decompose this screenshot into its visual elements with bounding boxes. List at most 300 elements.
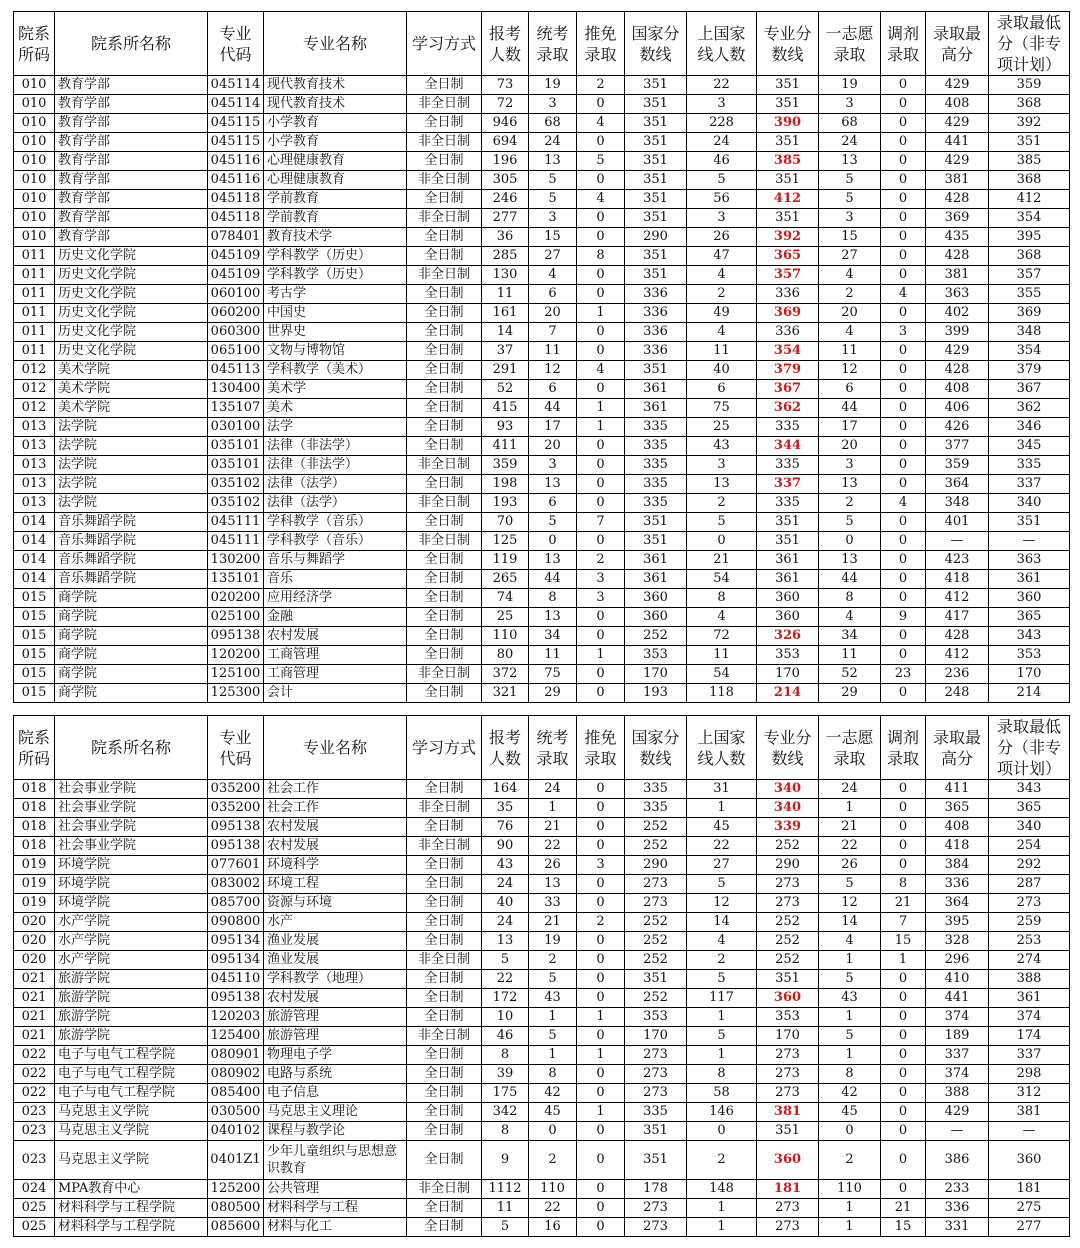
cell-max-score: 428 — [926, 627, 989, 646]
table-row — [14, 780, 1070, 799]
cell-min-score: 381 — [989, 1103, 1070, 1122]
cell-max-score: 412 — [926, 589, 989, 608]
cell-major-line: 340 — [757, 799, 819, 818]
cell-major-line: 181 — [757, 1180, 819, 1199]
cell-dept-name: 法学院 — [55, 418, 208, 437]
cell-dept-code: 020 — [14, 932, 55, 951]
header-transfer-admitted — [881, 12, 926, 76]
table-row — [14, 418, 1070, 437]
header-exempt-admitted — [577, 12, 625, 76]
cell-transfer-admitted: 0 — [881, 1065, 926, 1084]
header-text: 专业名称 — [302, 738, 367, 757]
cell-exempt-admitted: 0 — [577, 875, 625, 894]
cell-major-name: 心理健康教育 — [264, 152, 407, 171]
cell-major-line: 290 — [757, 856, 819, 875]
cell-dept-code: 010 — [14, 190, 55, 209]
cell-major-name: 法律（非法学） — [264, 437, 407, 456]
cell-max-score: — — [926, 1122, 989, 1141]
admission-table-2 — [13, 715, 1070, 1237]
cell-dept-code: 010 — [14, 76, 55, 95]
cell-major-line: 335 — [757, 494, 819, 513]
cell-min-score: 357 — [989, 266, 1070, 285]
cell-transfer-admitted: 0 — [881, 437, 926, 456]
table-row — [14, 190, 1070, 209]
cell-dept-code: 018 — [14, 799, 55, 818]
cell-min-score: 346 — [989, 418, 1070, 437]
cell-study-mode: 全日制 — [407, 1199, 482, 1218]
cell-applicants: 175 — [482, 1084, 529, 1103]
cell-study-mode: 全日制 — [407, 551, 482, 570]
cell-dept-code: 024 — [14, 1180, 55, 1199]
cell-study-mode: 非全日制 — [407, 133, 482, 152]
cell-exam-admitted: 8 — [529, 589, 577, 608]
cell-exempt-admitted: 0 — [577, 799, 625, 818]
cell-max-score: 395 — [926, 913, 989, 932]
cell-min-score: 355 — [989, 285, 1070, 304]
cell-exempt-admitted: 4 — [577, 190, 625, 209]
cell-dept-code: 012 — [14, 399, 55, 418]
cell-major-name: 学科教学（音乐） — [264, 532, 407, 551]
header-text: 项计划） — [996, 55, 1061, 74]
cell-major-line: 339 — [757, 818, 819, 837]
header-text: 专业名称 — [302, 34, 367, 53]
cell-study-mode: 全日制 — [407, 1103, 482, 1122]
cell-dept-name: 教育学部 — [55, 76, 208, 95]
cell-applicants: 74 — [482, 589, 529, 608]
cell-applicants: 14 — [482, 323, 529, 342]
cell-study-mode: 非全日制 — [407, 1180, 482, 1199]
header-text: 录取 — [584, 44, 617, 64]
cell-exempt-admitted: 0 — [577, 133, 625, 152]
cell-applicants: 24 — [482, 913, 529, 932]
table-row — [14, 1218, 1070, 1237]
cell-exempt-admitted: 0 — [577, 1199, 625, 1218]
cell-dept-code: 010 — [14, 171, 55, 190]
cell-applicants: 46 — [482, 1027, 529, 1046]
cell-first-choice-admitted: 44 — [819, 570, 881, 589]
table-row — [14, 1141, 1070, 1180]
cell-national-line: 361 — [625, 551, 687, 570]
cell-national-line: 361 — [625, 570, 687, 589]
cell-major-line: 273 — [757, 1046, 819, 1065]
cell-national-line: 351 — [625, 114, 687, 133]
cell-max-score: 381 — [926, 266, 989, 285]
cell-major-line: 390 — [757, 114, 819, 133]
header-text: 录取最 — [932, 23, 981, 43]
table-row — [14, 1008, 1070, 1027]
cell-exempt-admitted: 0 — [577, 1141, 625, 1180]
cell-first-choice-admitted: 43 — [819, 989, 881, 1008]
table-row — [14, 1103, 1070, 1122]
cell-exam-admitted: 27 — [529, 247, 577, 266]
cell-transfer-admitted: 0 — [881, 228, 926, 247]
cell-study-mode: 全日制 — [407, 342, 482, 361]
cell-min-score: 374 — [989, 1008, 1070, 1027]
cell-dept-name: 历史文化学院 — [55, 304, 208, 323]
cell-exempt-admitted: 7 — [577, 513, 625, 532]
header-text: 数线 — [771, 44, 804, 64]
cell-above-line-count: 5 — [687, 1027, 757, 1046]
cell-transfer-admitted: 0 — [881, 1103, 926, 1122]
cell-first-choice-admitted: 11 — [819, 646, 881, 665]
cell-major-line: 252 — [757, 913, 819, 932]
cell-major-code: 045114 — [208, 95, 264, 114]
cell-exam-admitted: 5 — [529, 513, 577, 532]
cell-first-choice-admitted: 1 — [819, 951, 881, 970]
cell-above-line-count: 4 — [687, 323, 757, 342]
cell-dept-name: 材料科学与工程学院 — [55, 1199, 208, 1218]
cell-first-choice-admitted: 110 — [819, 1180, 881, 1199]
table-row — [14, 532, 1070, 551]
cell-major-name: 课程与教学论 — [264, 1122, 407, 1141]
cell-max-score: 377 — [926, 437, 989, 456]
table-row — [14, 475, 1070, 494]
cell-major-name: 学科教学（历史） — [264, 266, 407, 285]
cell-exempt-admitted: 1 — [577, 1103, 625, 1122]
cell-national-line: 335 — [625, 456, 687, 475]
cell-dept-name: 美术学院 — [55, 399, 208, 418]
cell-major-line: 361 — [757, 570, 819, 589]
cell-major-name: 音乐 — [264, 570, 407, 589]
table-row — [14, 456, 1070, 475]
cell-exempt-admitted: 0 — [577, 1180, 625, 1199]
cell-major-code: 035101 — [208, 437, 264, 456]
cell-major-line: 351 — [757, 133, 819, 152]
cell-dept-name: 教育学部 — [55, 190, 208, 209]
cell-first-choice-admitted: 13 — [819, 152, 881, 171]
cell-applicants: 11 — [482, 1199, 529, 1218]
header-min-score — [989, 716, 1070, 780]
cell-exam-admitted: 11 — [529, 646, 577, 665]
cell-transfer-admitted: 0 — [881, 837, 926, 856]
cell-min-score: 340 — [989, 818, 1070, 837]
cell-dept-name: 社会事业学院 — [55, 780, 208, 799]
cell-above-line-count: 1 — [687, 1008, 757, 1027]
cell-above-line-count: 0 — [687, 1122, 757, 1141]
cell-dept-name: 音乐舞蹈学院 — [55, 513, 208, 532]
table-row — [14, 342, 1070, 361]
cell-major-name: 旅游管理 — [264, 1027, 407, 1046]
cell-above-line-count: 6 — [687, 380, 757, 399]
cell-applicants: 321 — [482, 684, 529, 703]
cell-applicants: 8 — [482, 1046, 529, 1065]
cell-above-line-count: 22 — [687, 837, 757, 856]
cell-above-line-count: 5 — [687, 875, 757, 894]
cell-major-code: 080500 — [208, 1199, 264, 1218]
header-national-line — [625, 716, 687, 780]
cell-major-code: 045111 — [208, 513, 264, 532]
cell-national-line: 335 — [625, 437, 687, 456]
cell-dept-code: 015 — [14, 665, 55, 684]
cell-exam-admitted: 19 — [529, 932, 577, 951]
cell-min-score: 337 — [989, 475, 1070, 494]
cell-major-name: 世界史 — [264, 323, 407, 342]
cell-dept-name: 教育学部 — [55, 152, 208, 171]
cell-dept-code: 010 — [14, 209, 55, 228]
cell-applicants: 193 — [482, 494, 529, 513]
cell-dept-name: 教育学部 — [55, 209, 208, 228]
cell-transfer-admitted: 15 — [881, 932, 926, 951]
cell-dept-code: 013 — [14, 494, 55, 513]
cell-transfer-admitted: 0 — [881, 1027, 926, 1046]
cell-min-score: 363 — [989, 551, 1070, 570]
cell-dept-name: 商学院 — [55, 684, 208, 703]
cell-study-mode: 全日制 — [407, 989, 482, 1008]
cell-national-line: 351 — [625, 95, 687, 114]
header-text: 录取 — [833, 44, 866, 64]
cell-applicants: 90 — [482, 837, 529, 856]
header-text: 国家分 — [631, 727, 680, 747]
cell-applicants: 198 — [482, 475, 529, 494]
cell-first-choice-admitted: 1 — [819, 1008, 881, 1027]
cell-min-score: 345 — [989, 437, 1070, 456]
cell-first-choice-admitted: 1 — [819, 1199, 881, 1218]
cell-major-line: 360 — [757, 989, 819, 1008]
cell-major-code: 045118 — [208, 209, 264, 228]
header-text: 人数 — [488, 748, 521, 768]
cell-exempt-admitted: 0 — [577, 456, 625, 475]
cell-national-line: 351 — [625, 266, 687, 285]
cell-dept-code: 011 — [14, 304, 55, 323]
table-row — [14, 818, 1070, 837]
cell-applicants: 285 — [482, 247, 529, 266]
cell-national-line: 252 — [625, 627, 687, 646]
table-row — [14, 1046, 1070, 1065]
cell-above-line-count: 25 — [687, 418, 757, 437]
cell-dept-name: 水产学院 — [55, 913, 208, 932]
cell-national-line: 351 — [625, 209, 687, 228]
cell-dept-name: 环境学院 — [55, 894, 208, 913]
cell-dept-code: 013 — [14, 437, 55, 456]
cell-study-mode: 非全日制 — [407, 266, 482, 285]
cell-exempt-admitted: 0 — [577, 437, 625, 456]
cell-major-code: 085700 — [208, 894, 264, 913]
header-text: 报考 — [488, 727, 521, 747]
cell-above-line-count: 24 — [687, 133, 757, 152]
cell-max-score: 441 — [926, 133, 989, 152]
cell-major-line: 379 — [757, 361, 819, 380]
cell-major-line: 335 — [757, 418, 819, 437]
cell-dept-name: 美术学院 — [55, 361, 208, 380]
cell-major-line: 337 — [757, 475, 819, 494]
cell-national-line: 360 — [625, 608, 687, 627]
cell-first-choice-admitted: 1 — [819, 1046, 881, 1065]
header-exam-admitted — [529, 716, 577, 780]
cell-first-choice-admitted: 34 — [819, 627, 881, 646]
cell-exam-admitted: 15 — [529, 228, 577, 247]
cell-max-score: 328 — [926, 932, 989, 951]
cell-min-score: 354 — [989, 209, 1070, 228]
cell-applicants: 161 — [482, 304, 529, 323]
cell-dept-code: 015 — [14, 684, 55, 703]
header-text: 上国家 — [697, 727, 746, 747]
cell-first-choice-admitted: 4 — [819, 323, 881, 342]
cell-study-mode: 全日制 — [407, 418, 482, 437]
cell-dept-code: 010 — [14, 114, 55, 133]
cell-national-line: 335 — [625, 799, 687, 818]
cell-min-score: 365 — [989, 608, 1070, 627]
cell-national-line: 273 — [625, 1065, 687, 1084]
cell-study-mode: 全日制 — [407, 780, 482, 799]
cell-exempt-admitted: 3 — [577, 570, 625, 589]
cell-transfer-admitted: 0 — [881, 818, 926, 837]
cell-max-score: 411 — [926, 780, 989, 799]
cell-min-score: 343 — [989, 780, 1070, 799]
cell-transfer-admitted: 0 — [881, 190, 926, 209]
cell-transfer-admitted: 0 — [881, 551, 926, 570]
header-major-code — [208, 716, 264, 780]
cell-transfer-admitted: 0 — [881, 76, 926, 95]
cell-transfer-admitted: 0 — [881, 589, 926, 608]
cell-transfer-admitted: 0 — [881, 456, 926, 475]
cell-major-name: 教育技术学 — [264, 228, 407, 247]
table-row — [14, 209, 1070, 228]
header-above-line-count — [687, 12, 757, 76]
cell-national-line: 351 — [625, 247, 687, 266]
cell-major-code: 077601 — [208, 856, 264, 875]
cell-applicants: 305 — [482, 171, 529, 190]
table-row — [14, 437, 1070, 456]
cell-above-line-count: 13 — [687, 475, 757, 494]
table-row — [14, 133, 1070, 152]
cell-min-score: 392 — [989, 114, 1070, 133]
cell-dept-code: 021 — [14, 1008, 55, 1027]
cell-min-score: 259 — [989, 913, 1070, 932]
header-dept-code — [14, 716, 55, 780]
cell-above-line-count: 2 — [687, 1141, 757, 1180]
cell-first-choice-admitted: 5 — [819, 970, 881, 989]
cell-max-score: 248 — [926, 684, 989, 703]
cell-exam-admitted: 22 — [529, 1199, 577, 1218]
cell-first-choice-admitted: 3 — [819, 456, 881, 475]
cell-dept-name: 商学院 — [55, 627, 208, 646]
cell-dept-name: 环境学院 — [55, 856, 208, 875]
cell-major-code: 035200 — [208, 780, 264, 799]
cell-applicants: 39 — [482, 1065, 529, 1084]
cell-exempt-admitted: 0 — [577, 285, 625, 304]
header-text: 所码 — [17, 44, 50, 64]
cell-above-line-count: 14 — [687, 913, 757, 932]
cell-min-score: 369 — [989, 304, 1070, 323]
cell-above-line-count: 2 — [687, 285, 757, 304]
cell-major-code: 045111 — [208, 532, 264, 551]
cell-above-line-count: 75 — [687, 399, 757, 418]
cell-dept-name: 教育学部 — [55, 133, 208, 152]
cell-major-line: 273 — [757, 1084, 819, 1103]
cell-major-code: 080902 — [208, 1065, 264, 1084]
cell-transfer-admitted: 0 — [881, 247, 926, 266]
cell-max-score: 408 — [926, 95, 989, 114]
header-text: 学习方式 — [411, 34, 476, 53]
cell-national-line: 335 — [625, 494, 687, 513]
cell-min-score: 385 — [989, 152, 1070, 171]
cell-dept-code: 020 — [14, 951, 55, 970]
cell-min-score: 353 — [989, 646, 1070, 665]
cell-major-line: 273 — [757, 1065, 819, 1084]
header-text: 数线 — [639, 44, 672, 64]
cell-exam-admitted: 26 — [529, 856, 577, 875]
cell-max-score: 337 — [926, 1046, 989, 1065]
cell-major-code: 060100 — [208, 285, 264, 304]
cell-national-line: 361 — [625, 380, 687, 399]
table-row — [14, 951, 1070, 970]
cell-major-line: 340 — [757, 780, 819, 799]
cell-max-score: 406 — [926, 399, 989, 418]
cell-major-code: 125300 — [208, 684, 264, 703]
cell-major-name: 学科教学（地理） — [264, 970, 407, 989]
cell-above-line-count: 5 — [687, 513, 757, 532]
cell-above-line-count: 11 — [687, 342, 757, 361]
cell-first-choice-admitted: 45 — [819, 1103, 881, 1122]
cell-major-code: 095138 — [208, 818, 264, 837]
cell-exempt-admitted: 0 — [577, 95, 625, 114]
cell-major-line: 273 — [757, 1199, 819, 1218]
cell-major-name: 农村发展 — [264, 627, 407, 646]
cell-applicants: 24 — [482, 875, 529, 894]
cell-applicants: 359 — [482, 456, 529, 475]
cell-major-name: 法律（法学） — [264, 475, 407, 494]
cell-applicants: 342 — [482, 1103, 529, 1122]
cell-dept-code: 022 — [14, 1046, 55, 1065]
cell-major-line: 392 — [757, 228, 819, 247]
cell-exam-admitted: 7 — [529, 323, 577, 342]
cell-dept-name: 法学院 — [55, 456, 208, 475]
cell-max-score: 410 — [926, 970, 989, 989]
cell-max-score: 441 — [926, 989, 989, 1008]
table-row — [14, 551, 1070, 570]
cell-exam-admitted: 5 — [529, 171, 577, 190]
cell-min-score: 362 — [989, 399, 1070, 418]
cell-exam-admitted: 13 — [529, 608, 577, 627]
cell-major-code: 085400 — [208, 1084, 264, 1103]
cell-major-name: 水产 — [264, 913, 407, 932]
cell-major-name: 现代教育技术 — [264, 76, 407, 95]
cell-exam-admitted: 68 — [529, 114, 577, 133]
cell-exempt-admitted: 0 — [577, 627, 625, 646]
cell-max-score: 365 — [926, 799, 989, 818]
cell-exam-admitted: 6 — [529, 380, 577, 399]
cell-major-name: 渔业发展 — [264, 932, 407, 951]
cell-major-name: 材料与化工 — [264, 1218, 407, 1237]
header-transfer-admitted — [881, 716, 926, 780]
cell-major-name: 农村发展 — [264, 989, 407, 1008]
header-text: 上国家 — [697, 23, 746, 43]
cell-exempt-admitted: 0 — [577, 494, 625, 513]
cell-national-line: 252 — [625, 818, 687, 837]
cell-study-mode: 全日制 — [407, 1141, 482, 1180]
header-study-mode — [407, 12, 482, 76]
cell-major-name: 旅游管理 — [264, 1008, 407, 1027]
cell-first-choice-admitted: 0 — [819, 532, 881, 551]
header-text: 报考 — [488, 23, 521, 43]
cell-national-line: 290 — [625, 228, 687, 247]
cell-min-score: 359 — [989, 76, 1070, 95]
cell-above-line-count: 146 — [687, 1103, 757, 1122]
cell-first-choice-admitted: 24 — [819, 133, 881, 152]
cell-dept-name: 马克思主义学院 — [55, 1141, 208, 1180]
cell-max-score: 408 — [926, 818, 989, 837]
cell-min-score: 360 — [989, 589, 1070, 608]
cell-dept-name: 商学院 — [55, 665, 208, 684]
cell-exempt-admitted: 0 — [577, 684, 625, 703]
cell-min-score: 253 — [989, 932, 1070, 951]
header-text: 院系 — [17, 727, 50, 747]
table-row — [14, 114, 1070, 133]
cell-major-code: 090800 — [208, 913, 264, 932]
cell-first-choice-admitted: 24 — [819, 780, 881, 799]
cell-major-line: 351 — [757, 970, 819, 989]
cell-exam-admitted: 24 — [529, 780, 577, 799]
